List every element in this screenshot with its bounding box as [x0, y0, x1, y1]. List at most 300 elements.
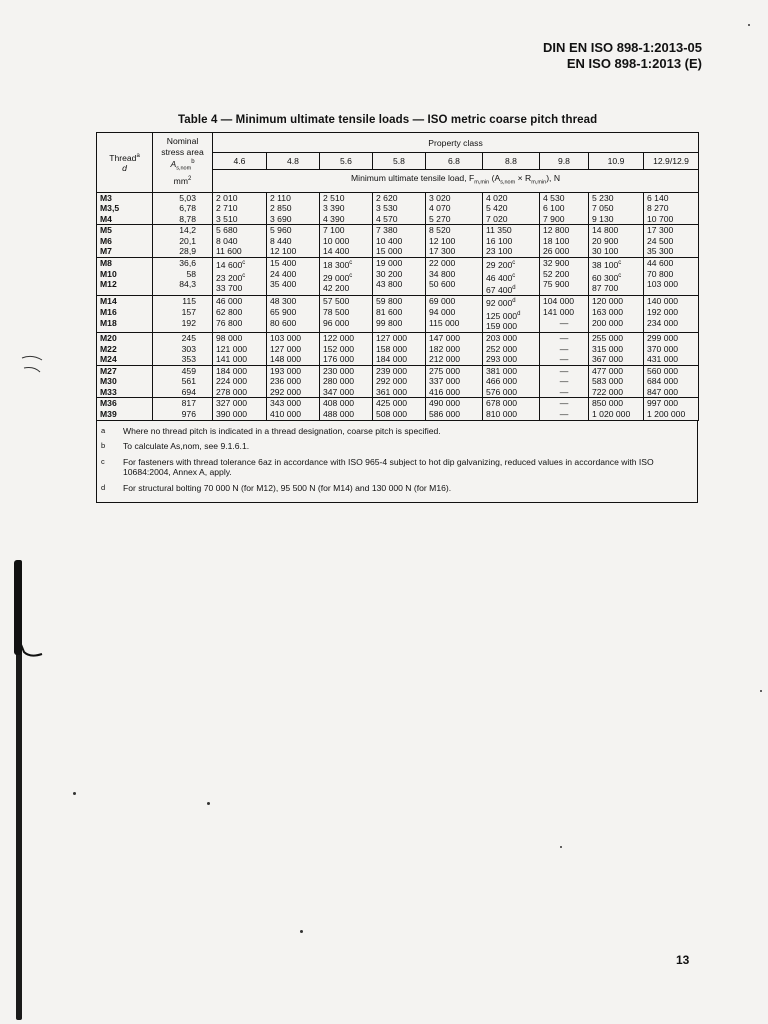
load-cell	[213, 398, 267, 420]
load-value: 361 000	[376, 386, 408, 397]
load-value: 159 000	[486, 321, 518, 332]
load-value: 347 000	[323, 386, 355, 397]
stress-area-value: 353	[181, 354, 196, 365]
thread-value: M6	[100, 235, 112, 246]
load-cell	[644, 365, 699, 398]
load-value: 52 200	[543, 268, 570, 279]
load-value: 239 000	[376, 365, 408, 376]
load-cell	[483, 258, 540, 296]
thread-value: M10	[100, 268, 117, 279]
table-footnotes	[96, 421, 698, 504]
load-cell	[644, 192, 699, 225]
load-value: 560 000	[647, 365, 679, 376]
thread-header-label: Thread	[109, 152, 137, 163]
thread-cell	[97, 296, 153, 333]
load-value: 94 000	[429, 307, 456, 318]
load-value: 293 000	[486, 354, 518, 365]
load-caption-sub3: m,min	[531, 179, 547, 186]
footnote-d	[101, 483, 693, 494]
load-value: 24 400	[270, 268, 297, 279]
thread-cell	[97, 332, 153, 365]
load-value: 466 000	[486, 376, 518, 387]
thread-cell	[97, 225, 153, 258]
load-value: 35 400	[270, 279, 297, 290]
load-value: 224 000	[216, 376, 248, 387]
load-caption-text: Minimum ultimate tensile load, F	[351, 173, 475, 184]
load-value: 121 000	[216, 343, 248, 354]
scan-speck	[300, 930, 303, 933]
load-value: 10 700	[647, 213, 674, 224]
scan-speck	[560, 846, 562, 848]
load-value: 15 400	[270, 258, 297, 269]
load-value: 148 000	[270, 354, 302, 365]
stress-area-value: 14,2	[179, 225, 196, 236]
stress-area-value: 245	[181, 332, 196, 343]
thread-value: M7	[100, 246, 112, 257]
load-cell	[644, 258, 699, 296]
stress-area-value: 58	[186, 268, 196, 279]
stress-area-value: 303	[181, 343, 196, 354]
load-value: 7 050	[592, 203, 614, 214]
load-cell	[267, 258, 320, 296]
load-value: 337 000	[429, 376, 461, 387]
load-value: 370 000	[647, 343, 679, 354]
stress-area-symbol: A	[170, 159, 177, 170]
load-value: 3 690	[270, 213, 292, 224]
stress-area-value: 20,1	[179, 235, 196, 246]
load-value: 11 350	[486, 225, 512, 236]
load-cell	[373, 192, 426, 225]
footnote-a	[101, 426, 693, 437]
load-value: 23 200$^c$	[216, 272, 246, 283]
footnote-c	[101, 457, 693, 478]
thread-header	[97, 133, 153, 193]
property-class-7: 10.9	[589, 152, 644, 170]
thread-cell	[97, 365, 153, 398]
load-value: 17 300	[647, 225, 674, 236]
load-value: 234 000	[647, 317, 679, 328]
load-value: 122 000	[323, 332, 355, 343]
stress-area-value: 8,78	[179, 213, 196, 224]
load-cell	[540, 398, 589, 420]
thread-value: M14	[100, 296, 117, 307]
load-cell	[213, 332, 267, 365]
load-cell	[589, 398, 644, 420]
load-value: —	[559, 386, 569, 397]
load-value: 67 400$^d$	[486, 284, 516, 295]
load-value: 22 000	[429, 258, 456, 269]
load-cell	[483, 365, 540, 398]
load-value: 7 380	[376, 225, 398, 236]
load-cell	[644, 398, 699, 420]
load-cell	[213, 365, 267, 398]
load-value: 38 100$^c$	[592, 259, 622, 270]
document-header	[543, 40, 702, 72]
load-value: 76 800	[216, 317, 243, 328]
footnote-ref: c	[242, 260, 246, 267]
load-cell	[426, 398, 483, 420]
footnote-mark: a	[101, 425, 106, 435]
load-value: 32 900	[543, 258, 570, 269]
load-value: 29 200$^c$	[486, 259, 516, 270]
load-cell	[589, 296, 644, 333]
stress-area-value: 459	[181, 365, 196, 376]
thread-cell	[97, 398, 153, 420]
stress-area-unit-sup: 2	[187, 176, 192, 183]
load-value: 26 000	[543, 246, 570, 257]
stress-area-unit: mm	[173, 176, 188, 187]
load-value: 583 000	[592, 376, 624, 387]
load-value: 24 500	[647, 235, 674, 246]
load-value: 98 000	[216, 332, 243, 343]
load-cell	[540, 192, 589, 225]
load-value: 4 020	[486, 192, 508, 203]
load-cell	[267, 296, 320, 333]
property-class-1: 4.8	[267, 152, 320, 170]
stress-area-value: 115	[182, 296, 196, 307]
load-cell	[320, 296, 373, 333]
stress-area-value: 192	[181, 317, 196, 328]
load-value: 20 900	[592, 235, 619, 246]
load-value: 8 270	[647, 203, 669, 214]
load-cell	[320, 365, 373, 398]
load-value: 252 000	[486, 343, 518, 354]
table-row	[97, 296, 699, 333]
load-value: 275 000	[429, 365, 461, 376]
load-value: 96 000	[323, 317, 350, 328]
thread-cell	[97, 258, 153, 296]
load-value: 6 140	[647, 192, 669, 203]
load-value: —	[559, 376, 569, 387]
thread-value: M8	[100, 258, 112, 269]
load-value: 3 390	[323, 203, 345, 214]
stress-area-header	[153, 133, 213, 193]
footnote-mark: c	[101, 456, 105, 466]
load-value: —	[559, 317, 569, 328]
load-value: 997 000	[647, 398, 679, 409]
load-value: 158 000	[376, 343, 408, 354]
load-value: 9 130	[592, 213, 614, 224]
load-value: 14 600$^c$	[216, 259, 246, 270]
stress-area-value: 157	[181, 307, 196, 318]
load-value: 42 200	[323, 282, 350, 293]
table-row	[97, 192, 699, 225]
footnote-ref: c	[512, 260, 516, 267]
load-value: 46 000	[216, 296, 243, 307]
load-value: 203 000	[486, 332, 518, 343]
load-value: 193 000	[270, 365, 302, 376]
property-class-8: 12.9/12.9	[644, 152, 699, 170]
stress-area-cell	[153, 332, 213, 365]
scan-speck	[207, 802, 210, 805]
load-value: 184 000	[216, 365, 248, 376]
load-value: 14 800	[592, 225, 619, 236]
footnote-ref: d	[512, 284, 516, 291]
load-value: 410 000	[270, 409, 302, 420]
load-cell	[644, 332, 699, 365]
thread-value: M18	[100, 317, 117, 328]
load-cell	[540, 225, 589, 258]
property-class-2: 5.6	[320, 152, 373, 170]
load-cell	[267, 365, 320, 398]
load-value: 8 040	[216, 235, 238, 246]
load-value: 43 800	[376, 279, 403, 290]
scan-bracket-icon	[6, 628, 46, 664]
thread-value: M39	[100, 409, 117, 420]
load-value: 127 000	[376, 332, 408, 343]
stress-area-value: 84,3	[179, 279, 196, 290]
load-value: 65 900	[270, 307, 297, 318]
load-value: 586 000	[429, 409, 461, 420]
load-value: 8 440	[270, 235, 292, 246]
load-value: 1 020 000	[592, 409, 631, 420]
load-value: 104 000	[543, 296, 575, 307]
load-value: 10 400	[376, 235, 403, 246]
load-cell	[267, 225, 320, 258]
load-cell	[213, 225, 267, 258]
load-value: 23 100	[486, 246, 513, 257]
load-value: 30 100	[592, 246, 619, 257]
load-value: 5 960	[270, 225, 292, 236]
table-row	[97, 365, 699, 398]
stress-area-sub: s,nom	[176, 165, 192, 172]
load-cell	[540, 258, 589, 296]
load-value: 381 000	[486, 365, 518, 376]
load-value: 508 000	[376, 409, 408, 420]
load-cell	[589, 192, 644, 225]
load-value: 19 000	[376, 258, 403, 269]
load-value: 15 000	[376, 246, 403, 257]
load-value: 7 900	[543, 213, 565, 224]
scan-speck	[73, 792, 76, 795]
load-value: 1 200 000	[647, 409, 686, 420]
load-value: 2 010	[216, 192, 238, 203]
load-value: 684 000	[647, 376, 679, 387]
load-value: 141 000	[543, 307, 575, 318]
load-cell	[540, 365, 589, 398]
load-cell	[589, 258, 644, 296]
load-value: 5 270	[429, 213, 451, 224]
thread-value: M33	[100, 386, 117, 397]
load-cell	[267, 332, 320, 365]
load-value: 18 300$^c$	[323, 259, 353, 270]
load-value: 69 000	[429, 296, 456, 307]
load-value: 18 100	[543, 235, 570, 246]
load-value: 12 800	[543, 225, 570, 236]
load-value: 163 000	[592, 307, 624, 318]
load-value: 327 000	[216, 398, 248, 409]
load-value: 12 100	[270, 246, 297, 257]
load-cell	[426, 258, 483, 296]
load-value: 12 100	[429, 235, 456, 246]
table-row	[97, 258, 699, 296]
thread-value: M16	[100, 307, 117, 318]
load-value: 192 000	[647, 307, 679, 318]
thread-value: M3	[100, 192, 112, 203]
load-value: 490 000	[429, 398, 461, 409]
load-value: 62 800	[216, 307, 243, 318]
footnote-ref: d	[517, 310, 521, 317]
load-value: 50 600	[429, 279, 456, 290]
load-value: 343 000	[270, 398, 302, 409]
load-cell	[426, 225, 483, 258]
load-cell	[267, 192, 320, 225]
stress-area-cell	[153, 258, 213, 296]
footnote-b	[101, 441, 693, 452]
load-value: —	[559, 332, 569, 343]
load-value: 477 000	[592, 365, 624, 376]
load-value: 576 000	[486, 386, 518, 397]
stress-area-cell	[153, 225, 213, 258]
scan-speck	[760, 690, 762, 692]
property-class-3: 5.8	[373, 152, 426, 170]
scan-speck	[748, 24, 750, 26]
load-cell	[373, 365, 426, 398]
load-cell	[373, 225, 426, 258]
load-caption-sub2: s,nom	[500, 179, 516, 186]
thread-value: M12	[100, 279, 117, 290]
stress-area-cell	[153, 192, 213, 225]
load-value: 78 500	[323, 307, 350, 318]
table-row	[97, 332, 699, 365]
thread-value: M20	[100, 332, 117, 343]
load-value: 5 420	[486, 203, 508, 214]
load-value: 850 000	[592, 398, 624, 409]
load-value: 6 100	[543, 203, 565, 214]
load-value: 810 000	[486, 409, 518, 420]
load-cell	[426, 332, 483, 365]
load-value: 7 100	[323, 225, 345, 236]
load-value: 7 020	[486, 213, 508, 224]
footnote-text: Where no thread pitch is indicated in a thread designation, coarse pitch is specified.	[123, 425, 441, 436]
load-value: 425 000	[376, 398, 408, 409]
load-cell	[589, 225, 644, 258]
load-cell	[589, 332, 644, 365]
thread-cell	[97, 192, 153, 225]
load-cell	[589, 365, 644, 398]
load-cell	[483, 332, 540, 365]
stress-area-line1: Nominal	[166, 136, 199, 146]
scan-mark-icon	[20, 352, 44, 374]
property-class-0: 4.6	[213, 152, 267, 170]
load-value: 48 300	[270, 296, 297, 307]
load-value: 46 400$^c$	[486, 272, 516, 283]
load-value: 152 000	[323, 343, 355, 354]
load-value: 30 200	[376, 268, 403, 279]
load-value: 75 900	[543, 279, 570, 290]
table-title: Table 4 — Minimum ultimate tensile loads — ISO metric coarse pitch thread	[178, 114, 598, 126]
load-value: 87 700	[592, 282, 619, 293]
load-value: —	[559, 409, 569, 420]
stress-area-value: 976	[181, 409, 196, 420]
load-value: 280 000	[323, 376, 355, 387]
property-class-5: 8.8	[483, 152, 540, 170]
load-value: 127 000	[270, 343, 302, 354]
load-cell	[213, 258, 267, 296]
stress-area-value: 694	[181, 386, 196, 397]
footnote-text: To calculate As,nom, see 9.1.6.1.	[123, 441, 250, 452]
load-value: —	[559, 365, 569, 376]
load-cell	[373, 398, 426, 420]
load-value: 3 020	[429, 192, 451, 203]
tensile-load-table-container	[96, 132, 698, 503]
footnote-ref: c	[512, 272, 516, 279]
load-caption	[213, 170, 699, 192]
load-value: 44 600	[647, 258, 674, 269]
load-value: 57 500	[323, 296, 350, 307]
load-value: 5 680	[216, 225, 238, 236]
load-value: 16 100	[486, 235, 513, 246]
load-value: 3 510	[216, 213, 238, 224]
load-cell	[483, 398, 540, 420]
stress-area-sup: b	[191, 159, 195, 166]
load-cell	[320, 398, 373, 420]
load-cell	[644, 225, 699, 258]
thread-header-sup: a	[136, 152, 140, 159]
load-cell	[213, 296, 267, 333]
load-value: 103 000	[647, 279, 679, 290]
load-value: —	[559, 343, 569, 354]
load-value: 4 070	[429, 203, 451, 214]
property-class-header: Property class	[213, 133, 699, 153]
load-value: 2 850	[270, 203, 292, 214]
footnote-ref: c	[618, 260, 622, 267]
stress-area-cell	[153, 296, 213, 333]
footnote-ref: d	[512, 298, 516, 305]
table-row	[97, 225, 699, 258]
load-value: 431 000	[647, 354, 679, 365]
load-value: 120 000	[592, 296, 624, 307]
load-value: 103 000	[270, 332, 302, 343]
footnote-text: For structural bolting 70 000 N (for M12), 95 500 N (for M14) and 130 000 N (for M16).	[123, 482, 452, 493]
load-value: 60 300$^c$	[592, 272, 622, 283]
load-cell	[320, 258, 373, 296]
load-value: 34 800	[429, 268, 456, 279]
load-value: 3 530	[376, 203, 398, 214]
stress-area-value: 28,9	[179, 246, 196, 257]
thread-value: M27	[100, 365, 117, 376]
footnote-ref: c	[242, 272, 246, 279]
load-cell	[320, 225, 373, 258]
load-cell	[213, 192, 267, 225]
load-caption-part3: × R	[515, 173, 532, 184]
load-cell	[540, 332, 589, 365]
load-value: 4 530	[543, 192, 565, 203]
table-body	[97, 192, 699, 420]
load-value: 33 700	[216, 282, 243, 293]
load-value: 92 000$^d$	[486, 298, 516, 309]
load-value: 115 000	[429, 317, 460, 328]
stress-area-value: 5,03	[179, 192, 196, 203]
load-value: 182 000	[429, 343, 461, 354]
load-value: 722 000	[592, 386, 624, 397]
load-value: 292 000	[376, 376, 408, 387]
thread-value: M36	[100, 398, 117, 409]
property-class-6: 9.8	[540, 152, 589, 170]
load-value: 315 000	[592, 343, 624, 354]
thread-value: M22	[100, 343, 117, 354]
load-value: 367 000	[592, 354, 624, 365]
table-row	[97, 398, 699, 420]
load-value: 4 570	[376, 213, 398, 224]
footnote-ref: c	[349, 260, 353, 267]
thread-value: M4	[100, 213, 112, 224]
load-value: 81 600	[376, 307, 403, 318]
load-value: 176 000	[323, 354, 355, 365]
load-value: 11 600	[216, 246, 242, 257]
thread-header-d: d	[122, 163, 127, 174]
load-value: 408 000	[323, 398, 355, 409]
